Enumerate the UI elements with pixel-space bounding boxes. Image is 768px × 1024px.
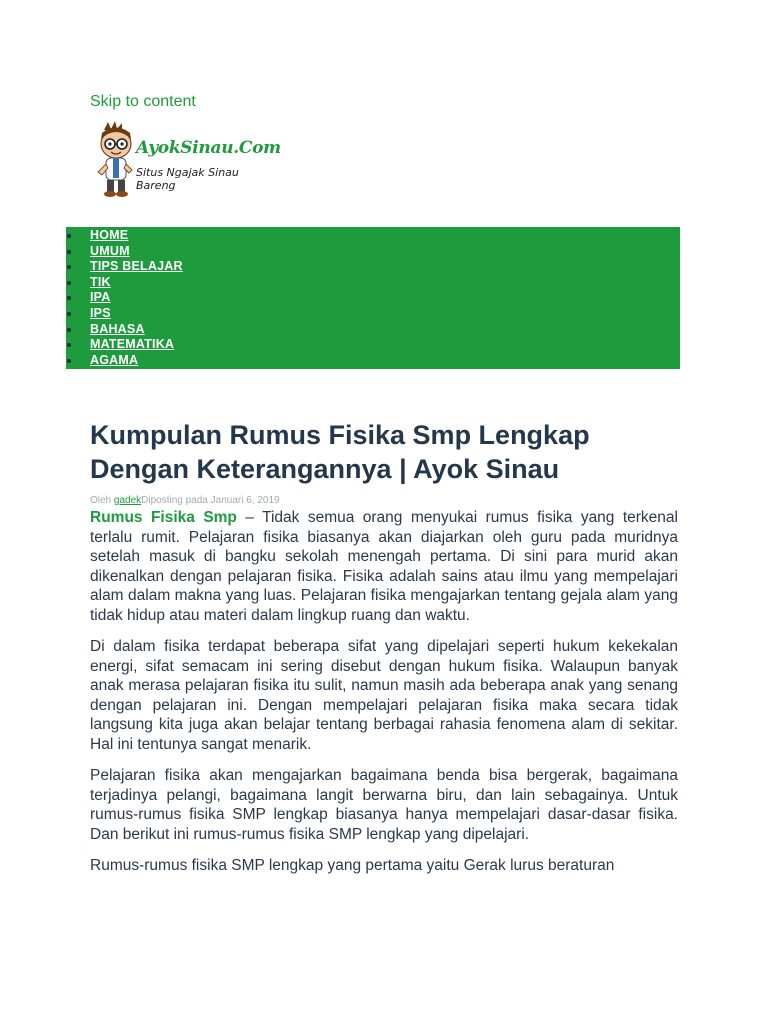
post-meta xyxy=(90,495,280,506)
nav-item-home[interactable] xyxy=(66,228,680,244)
author-link[interactable]: gadek xyxy=(113,495,142,506)
nav-item-umum[interactable] xyxy=(66,244,680,260)
logo-brand-text: AyokSinau.Com xyxy=(136,138,281,158)
bullet-icon xyxy=(67,312,71,316)
nav-link[interactable]: IPA xyxy=(90,290,111,305)
nav-item-tik[interactable] xyxy=(66,275,680,291)
bullet-icon xyxy=(67,328,71,332)
article-title: Kumpulan Rumus Fisika Smp Lengkap Dengan Keterangannya | Ayok Sinau xyxy=(90,420,590,484)
nav-link[interactable]: TIPS BELAJAR xyxy=(90,259,183,274)
nav-item-ipa[interactable] xyxy=(66,290,680,306)
nav-link[interactable]: MATEMATIKA xyxy=(90,337,175,352)
nav-link[interactable]: TIK xyxy=(90,274,111,289)
nav-item-ips[interactable] xyxy=(66,306,680,322)
meta-posted-label: Diposting pada xyxy=(141,495,211,506)
paragraph-3: Pelajaran fisika akan mengajarkan bagaimana benda bisa bergerak, bagaimana terjadinya pelangi, bagaimana langit berwarna biru, dan lain sebagainya. Untuk rumus-rumus fisika SMP lengkap biasanya hanya mempelajari dasar-dasar fisika. Dan berikut ini rumus-rumus fisika SMP lengkap yang dipelajari. xyxy=(90,767,678,843)
bullet-icon xyxy=(67,250,71,254)
logo-tagline-text: Situs Ngajak Sinau Bareng xyxy=(136,166,239,192)
nav-link[interactable]: IPS xyxy=(90,305,111,320)
bullet-icon xyxy=(67,234,71,238)
rumus-fisika-smp-link[interactable]: Rumus Fisika Smp xyxy=(90,509,237,526)
bullet-icon xyxy=(67,359,71,363)
paragraph-2: Di dalam fisika terdapat beberapa sifat yang dipelajari seperti hukum kekekalan energi, sifat semacam ini sering disebut dengan hukum fisika. Walaupun banyak anak merasa pelajaran fisika itu sulit, namun masih ada beberapa anak yang senang dengan pelajaran ini. Dengan mempelajari pelajaran fisika maka secara tidak langsung kita juga akan belajar tentang berbagai rahasia fenomena alam di sekitar. Hal ini tentunya sangat menarik. xyxy=(90,638,678,753)
nav-link[interactable]: AGAMA xyxy=(90,352,139,367)
paragraph-1-text: – Tidak semua orang menyukai rumus fisika yang terkenal terlalu rumit. Pelajaran fisika biasanya akan diajarkan oleh guru pada muridnya setelah masuk di bangku sekolah menengah pertama. Di sini para murid akan dikenalkan dengan pelajaran fisika. Fisika adalah sains atau ilmu yang mempelajari alam dalam makna yang luas. Pelajaran fisika mengajarkan tentang gejala alam yang tidak hidup atau materi dalam lingkup ruang dan waktu. xyxy=(90,509,678,624)
nav-item-tips-belajar[interactable] xyxy=(66,259,680,275)
bullet-icon xyxy=(67,296,71,300)
nav-link[interactable]: UMUM xyxy=(90,243,130,258)
nav-item-matematika[interactable] xyxy=(66,337,680,353)
meta-by-label: Oleh xyxy=(90,495,114,506)
nav-item-bahasa[interactable] xyxy=(66,322,680,338)
bullet-icon xyxy=(67,281,71,285)
article-content xyxy=(90,508,678,888)
nav-link[interactable]: BAHASA xyxy=(90,321,145,336)
nav-item-agama[interactable] xyxy=(66,353,680,369)
nav-link[interactable]: HOME xyxy=(90,228,129,242)
main-navigation xyxy=(66,227,680,369)
bullet-icon xyxy=(67,265,71,269)
skip-to-content-link[interactable]: Skip to content xyxy=(90,93,196,110)
paragraph-4: Rumus-rumus fisika SMP lengkap yang pertama yaitu Gerak lurus beraturan xyxy=(90,857,615,874)
site-logo[interactable] xyxy=(96,120,281,204)
bullet-icon xyxy=(67,343,71,347)
nav-menu-list xyxy=(66,228,680,368)
paragraph-1 xyxy=(90,508,678,625)
post-date: Januari 6, 2019 xyxy=(210,495,280,506)
